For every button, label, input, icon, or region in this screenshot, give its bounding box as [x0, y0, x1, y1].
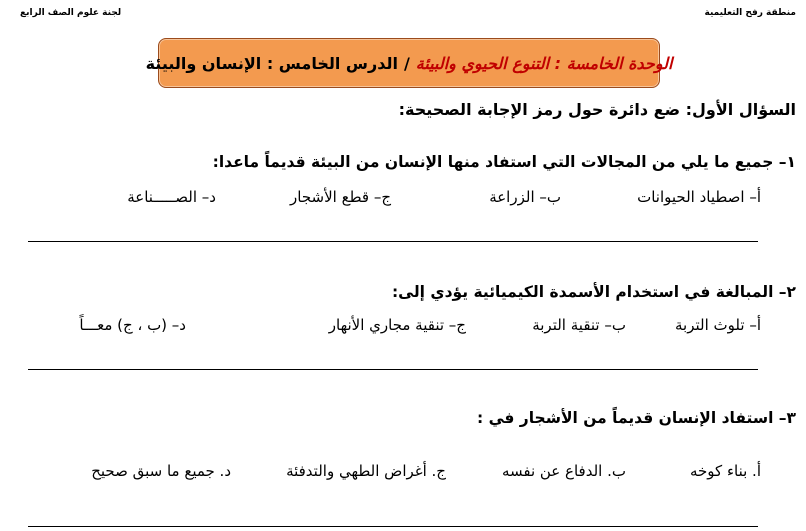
item-1-question: ١– جميع ما يلي من المجالات التي استفاد منها الإنسان من البيئة قديماً ماعدا:: [212, 153, 796, 171]
item-2-option-b[interactable]: ب– تنقية التربة: [532, 316, 626, 334]
item-3-answer-line: [28, 526, 758, 527]
question-one-heading: السؤال الأول: ضع دائرة حول رمز الإجابة الصحيحة:: [398, 100, 796, 119]
item-2-option-d[interactable]: د– (ب ، ج) معـــاً: [79, 316, 186, 334]
item-3-option-c[interactable]: ج. أغراض الطهي والتدفئة: [286, 462, 446, 480]
region-label: منطقة رفح التعليمية: [704, 8, 796, 18]
item-3-question: ٣– استفاد الإنسان قديماً من الأشجار في :: [476, 409, 796, 427]
item-1-option-b[interactable]: ب– الزراعة: [489, 188, 561, 206]
committee-label: لجنة علوم الصف الرابع: [20, 8, 122, 18]
item-2-option-c[interactable]: ج– تنقية مجاري الأنهار: [328, 316, 466, 334]
item-3-option-a[interactable]: أ. بناء كوخه: [689, 462, 761, 480]
item-2-question: ٢– المبالغة في استخدام الأسمدة الكيميائية يؤدي إلى:: [391, 283, 796, 301]
lesson-title: الدرس الخامس : الإنسان والبيئة: [145, 53, 398, 73]
item-2-answer-line: [28, 369, 758, 370]
lesson-banner: [145, 38, 673, 88]
item-2-option-a[interactable]: أ– تلوث التربة: [675, 316, 761, 334]
item-3-option-d[interactable]: د. جميع ما سبق صحيح: [91, 462, 231, 480]
banner-separator: /: [403, 53, 410, 73]
item-1-option-d[interactable]: د– الصـــــناعة: [127, 188, 216, 206]
unit-title: الوحدة الخامسة : التنوع الحيوي والبيئة: [415, 53, 673, 73]
item-1-option-a[interactable]: أ– اصطياد الحيوانات: [637, 188, 761, 206]
item-1-answer-line: [28, 241, 758, 242]
item-3-option-b[interactable]: ب. الدفاع عن نفسه: [501, 462, 626, 480]
item-1-option-c[interactable]: ج– قطع الأشجار: [290, 188, 391, 206]
